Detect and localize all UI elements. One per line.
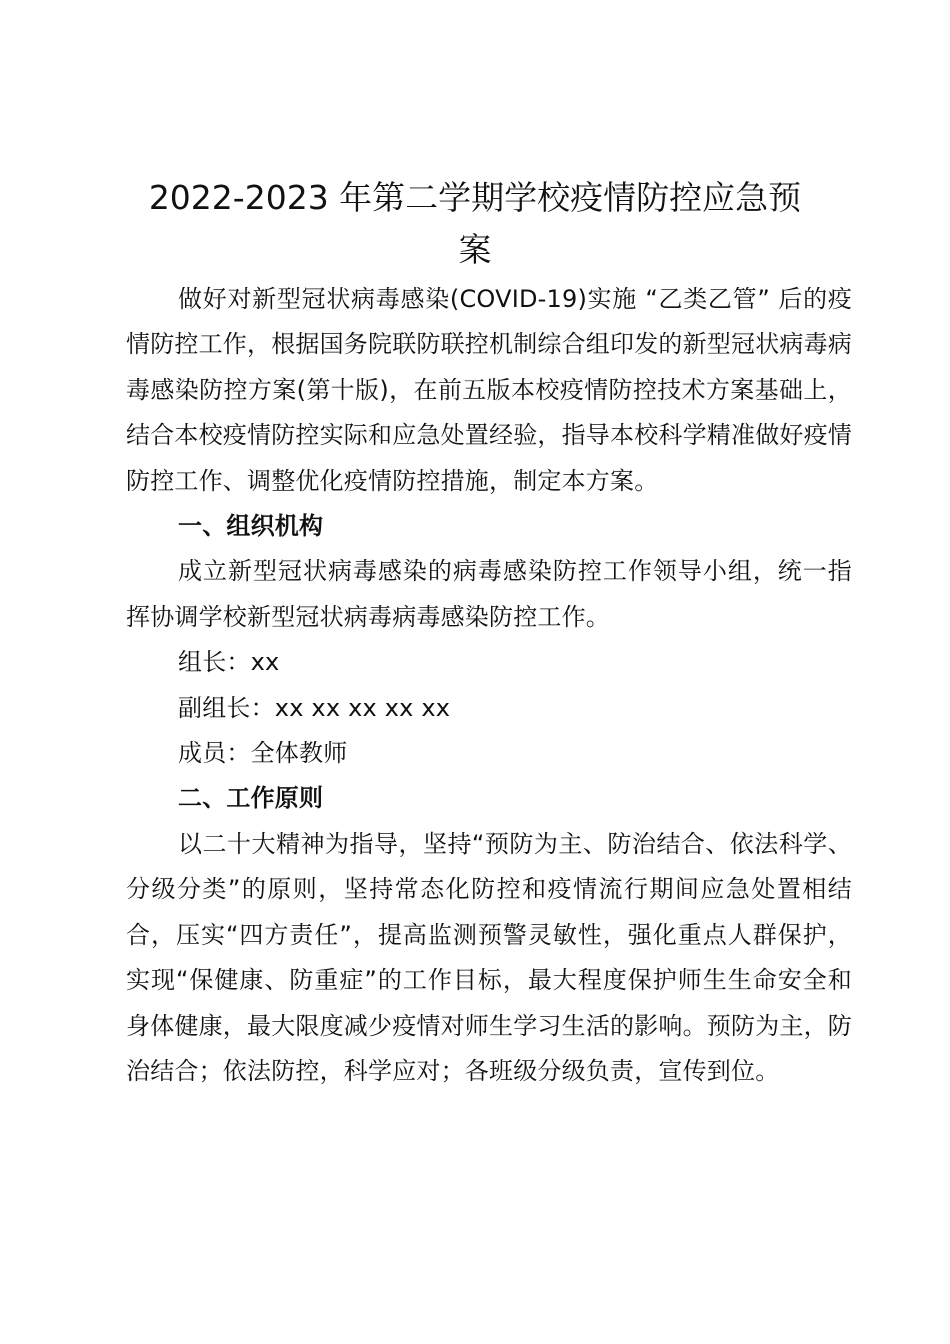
- section-heading-organization: 一、组织机构: [178, 512, 324, 541]
- title-line-1: 2022-2023 年第二学期学校疫情防控应急预: [148, 178, 802, 217]
- leader-line: 组长：xx: [178, 648, 280, 677]
- document-title: [120, 172, 830, 276]
- organization-paragraph: 成立新型冠状病毒感染的病毒感染防控工作领导小组，统一指挥协调学校新型冠状病毒病毒感染防控工作。: [126, 557, 852, 631]
- section-heading-principles: 二、工作原则: [178, 784, 324, 813]
- members-line: 成员：全体教师: [178, 739, 348, 768]
- principles-paragraph: 以二十大精神为指导，坚持“预防为主、防治结合、依法科学、分级分类”的原则，坚持常态化防控和疫情流行期间应急处置相结合，压实“四方责任”，提高监测预警灵敏性，强化重点人群保护，实现“保健康、防重症”的工作目标，最大程度保护师生生命安全和身体健康，最大限度减少疫情对师生学习生活的影响。预防为主，防治结合；依法防控，科学应对；各班级分级负责，宣传到位。: [126, 829, 852, 1085]
- document-body: [126, 277, 852, 1094]
- intro-paragraph: 做好对新型冠状病毒感染(COVID-19)实施 “乙类乙管” 后的疫情防控工作，根据国务院联防联控机制综合组印发的新型冠状病毒病毒感染防控方案(第十版)，在前五版本校疫情防控技术方案基础上，结合本校疫情防控实际和应急处置经验，指导本校科学精准做好疫情防控工作、调整优化疫情防控措施，制定本方案。: [126, 285, 852, 495]
- title-line-2: 案: [458, 230, 492, 269]
- deputy-leader-line: 副组长：xx xx xx xx xx: [178, 693, 451, 722]
